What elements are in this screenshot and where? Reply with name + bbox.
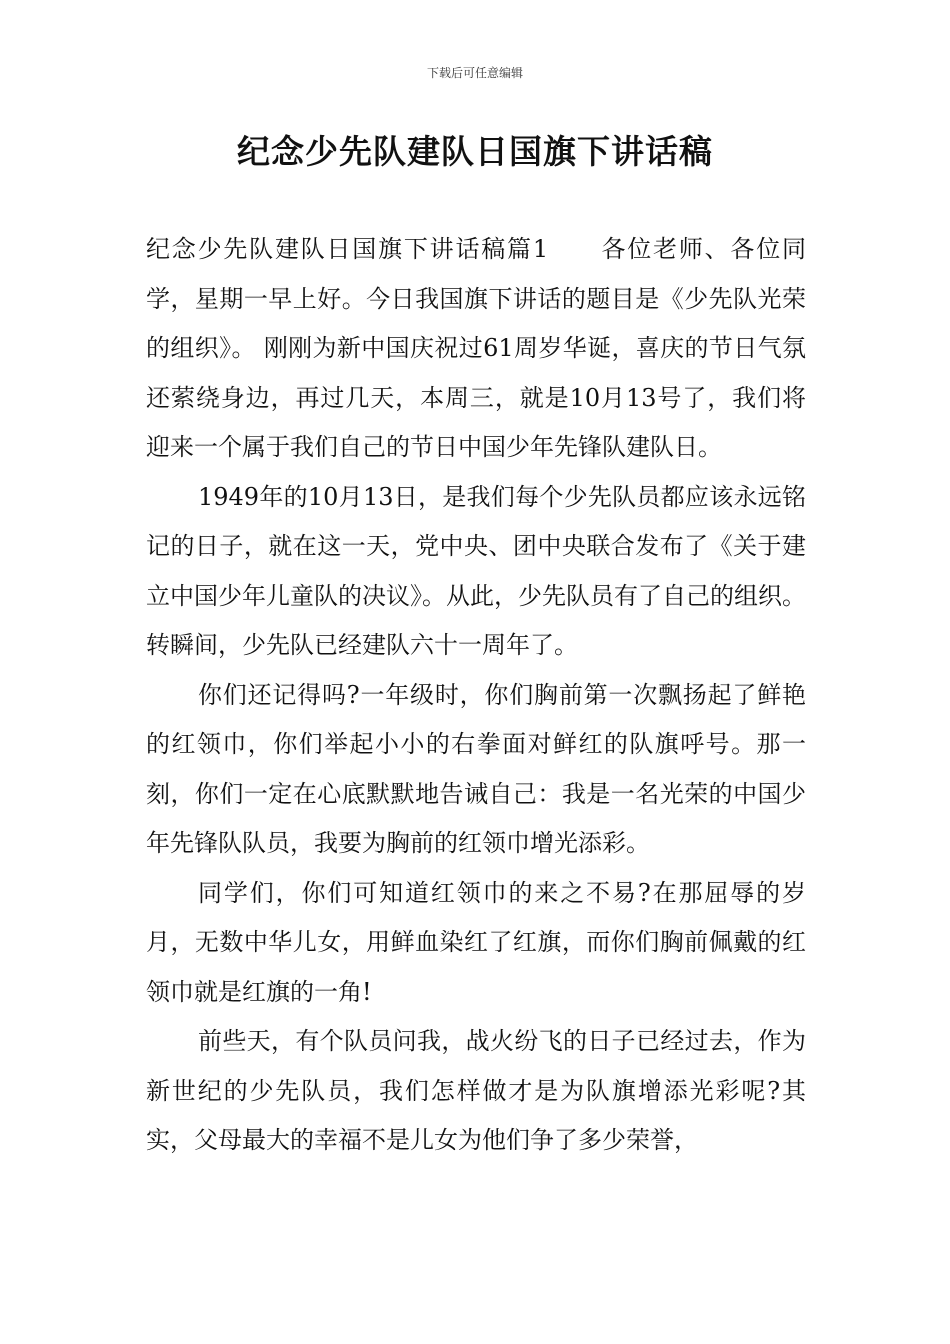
- paragraph-5: 前些天，有个队员问我，战火纷飞的日子已经过去，作为新世纪的少先队员，我们怎样做才是为队旗增添光彩呢?其实，父母最大的幸福不是儿女为他们争了多少荣誉，: [146, 1027, 806, 1154]
- document-body: [146, 225, 806, 1166]
- paragraph-4: 同学们，你们可知道红领巾的来之不易?在那屈辱的岁月，无数中华儿女，用鲜血染红了红旗，而你们胸前佩戴的红领巾就是红旗的一角!: [146, 878, 806, 1006]
- document-title: 纪念少先队建队日国旗下讲话稿: [237, 132, 713, 171]
- paragraph-3: 你们还记得吗?一年级时，你们胸前第一次飘扬起了鲜艳的红领巾，你们举起小小的右拳面对鲜红的队旗呼号。那一刻，你们一定在心底默默地告诫自己：我是一名光荣的中国少年先锋队队员，我要为胸前的红领巾增光添彩。: [146, 680, 806, 857]
- paragraph-2: 1949年的10月13日，是我们每个少先队员都应该永远铭记的日子，就在这一天，党中央、团中央联合发布了《关于建立中国少年儿童队的决议》。从此，少先队员有了自己的组织。转瞬间，少先队已经建队六十一周年了。: [146, 482, 806, 659]
- header-note: 下载后可任意编辑: [426, 66, 523, 80]
- paragraph-1: 纪念少先队建队日国旗下讲话稿篇1 各位老师、各位同学，星期一早上好。今日我国旗下讲话的题目是《少先队光荣的组织》。 刚刚为新中国庆祝过61周岁华诞，喜庆的节日气氛还萦绕身边，再过几天，本周三，就是10月13号了，我们将迎来一个属于我们自己的节日中国少年先锋队建队日。: [146, 235, 806, 461]
